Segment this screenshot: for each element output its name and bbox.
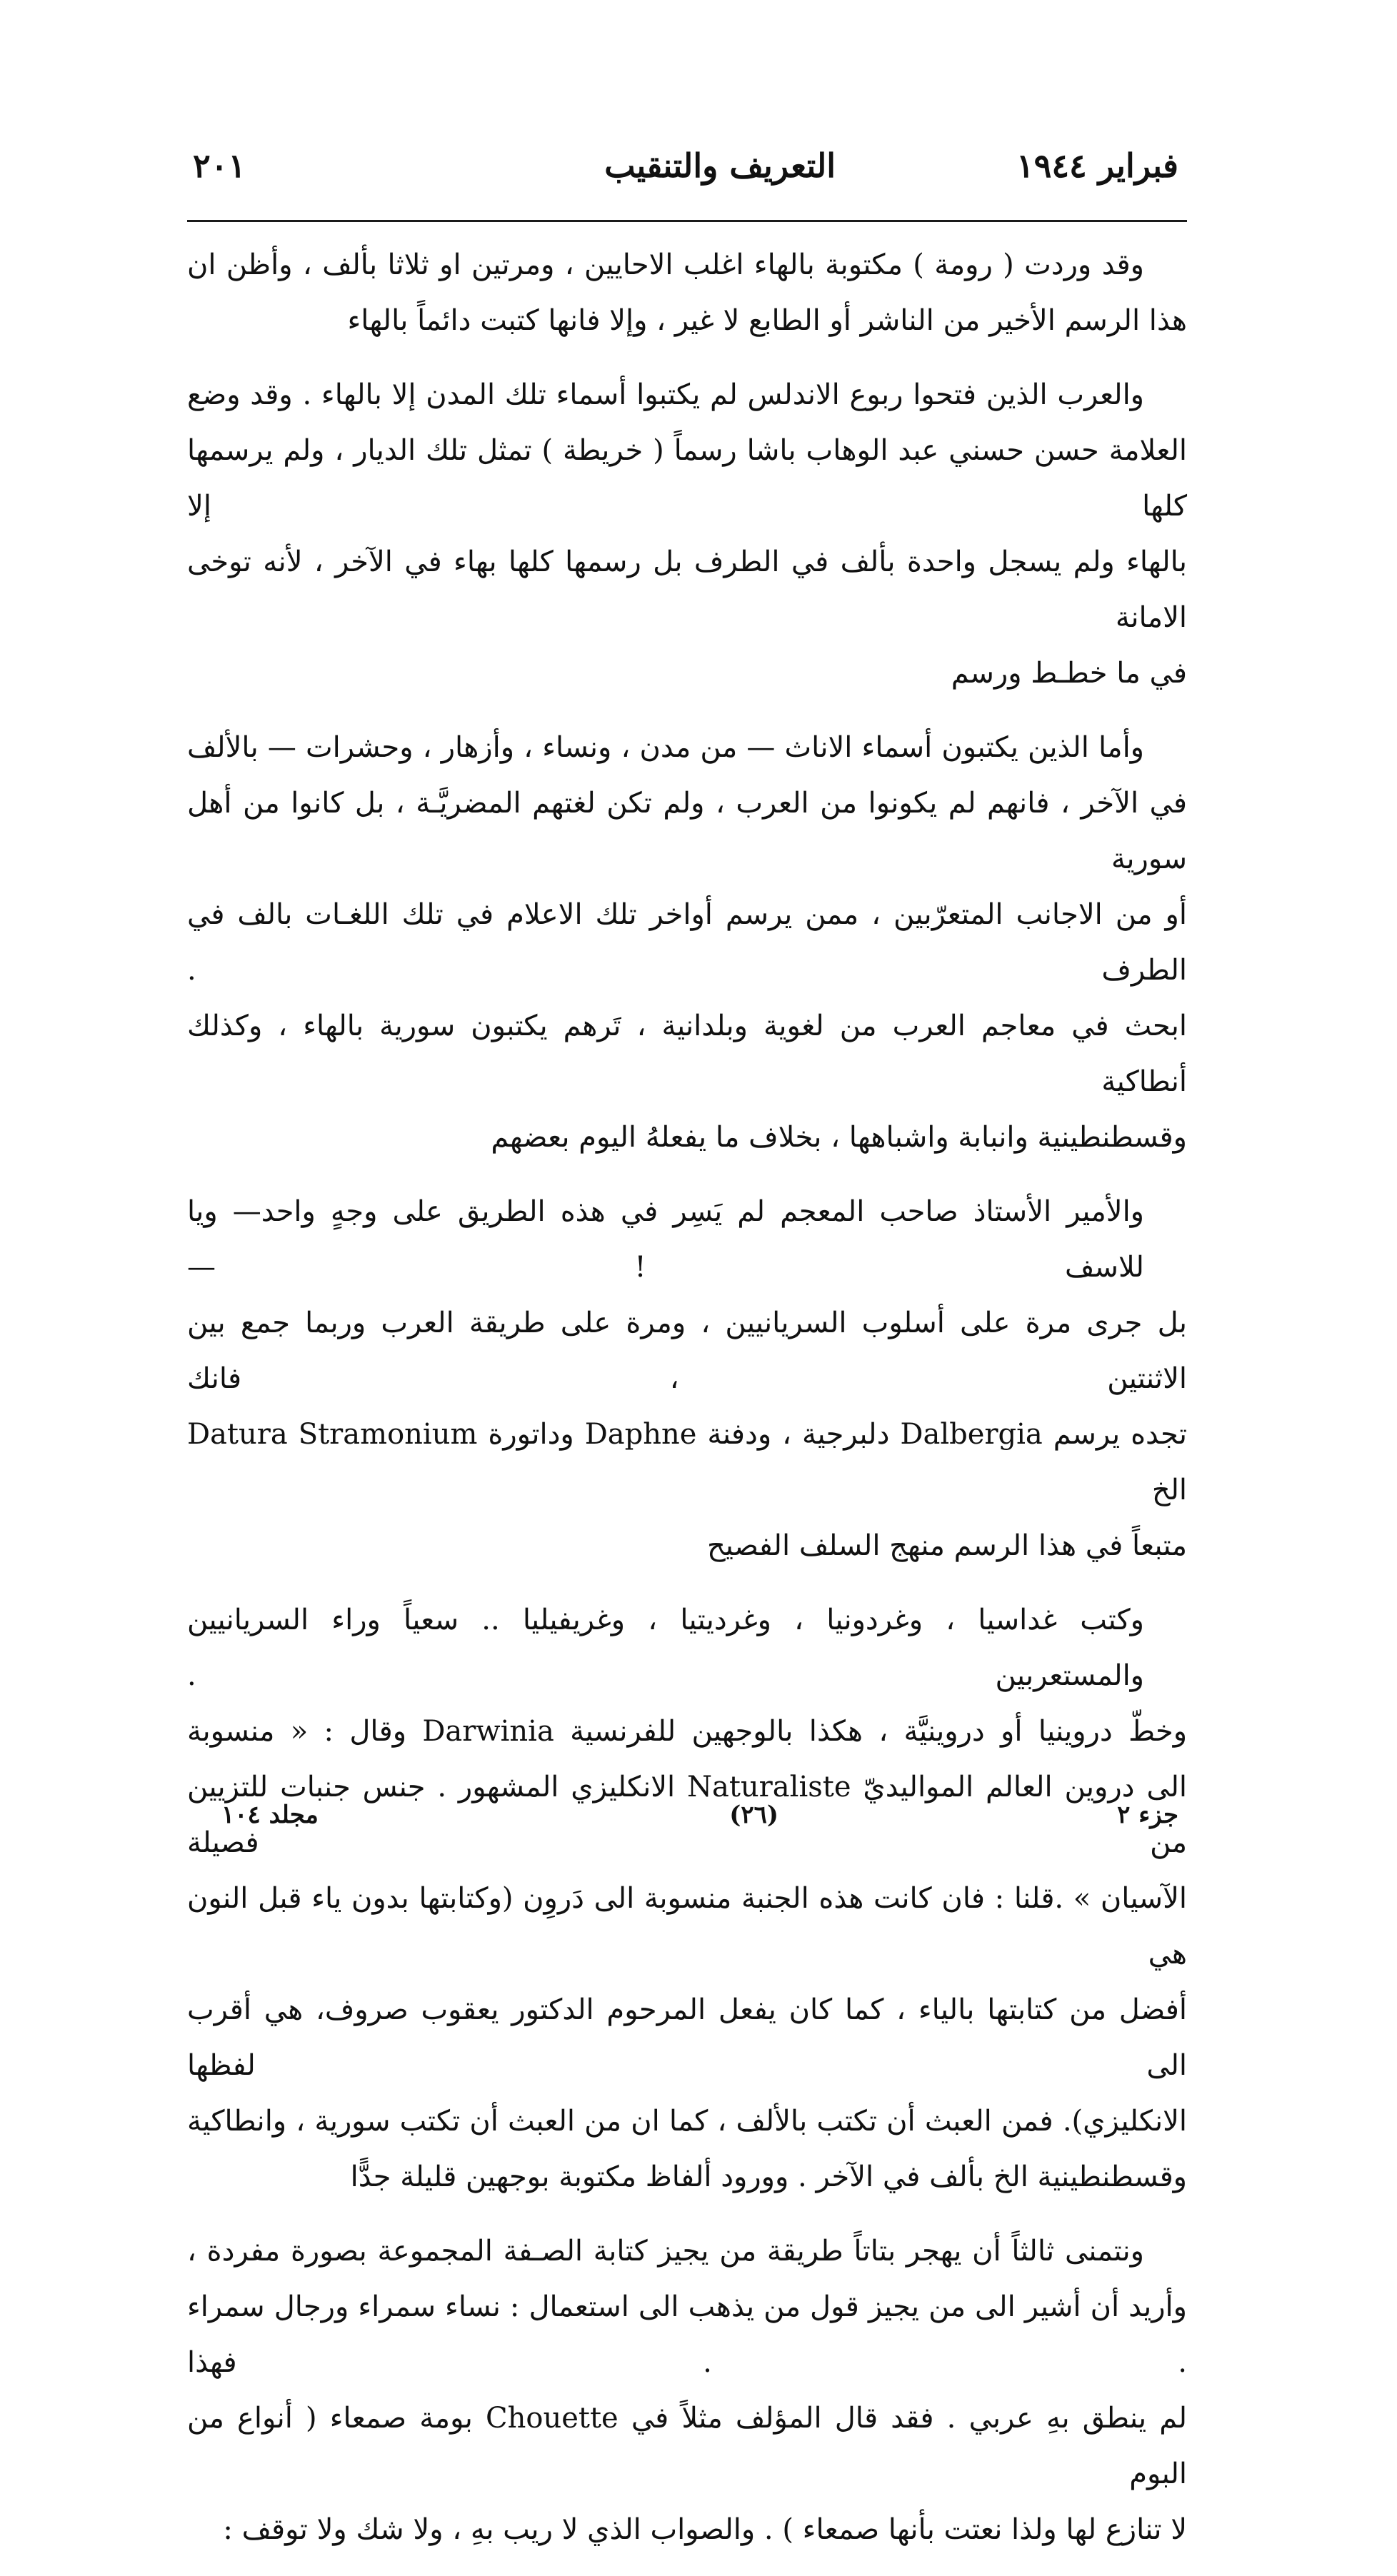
text-line: وقسطنطينية الخ بألف في الآخر . وورود ألفاظ مكتوبة بوجهين قليلة جدًّا — [350, 2160, 1187, 2193]
text-line: الآسيان » .قلنا : فان كانت هذه الجنبة منسوبة الى دَروِن (وكتابتها بدون ياء قبل النون هي — [187, 1882, 1187, 1971]
text-line: أفضل من كتابتها بالياء ، كما كان يفعل المرحوم الدكتور يعقوب صروف، هي أقرب الى لفظها — [187, 1993, 1188, 2082]
footer-volume: مجلد ١٠٤ — [221, 1801, 319, 1829]
text-line: في الآخر ، فانهم لم يكونوا من العرب ، ولم تكن لغتهم المضريَّـة ، بل كانوا من أهل سورية — [187, 787, 1187, 875]
paragraph — [187, 1184, 1187, 1574]
header-rule — [187, 220, 1187, 222]
text-line: في ما خطـط ورسم — [951, 657, 1187, 690]
text-line: وقد وردت ( رومة ) مكتوبة بالهاء اغلب الاحايين ، ومرتين او ثلاثا بألف ، وأظن ان — [187, 248, 1144, 281]
running-footer — [221, 1801, 1178, 1843]
header-title: التعريف والتنقيب — [604, 146, 836, 185]
text-line: بالهاء ولم يسجل واحدة بألف في الطرف بل رسمها كلها بهاء في الآخر ، لأنه توخى الامانة — [187, 545, 1187, 634]
header-date: فبراير ١٩٤٤ — [1016, 146, 1178, 185]
paragraph — [187, 367, 1187, 701]
text-line: والأمير الأستاذ صاحب المعجم لم يَسِر في هذه الطريق على وجهٍ واحد— ويا للاسف ! — — [187, 1195, 1144, 1284]
text-line: العلامة حسن حسني عبد الوهاب باشا رسماً ( خريطة ) تمثل تلك الديار ، ولم يرسمها كلها إلا — [187, 434, 1187, 523]
text-line: وأما الذين يكتبون أسماء الاناث — من مدن ، ونساء ، وأزهار ، وحشرات — بالألف — [187, 731, 1144, 764]
running-header — [193, 146, 1178, 203]
text-line: وخطّ دروينيا أو دروينيَّة ، هكذا بالوجهين للفرنسية Darwinia وقال : « منسوبة — [187, 1715, 1188, 1748]
text-line: الانكليزي). فمن العبث أن تكتب بالألف ، كما ان من العبث أن تكتب سورية ، وانطاكية — [187, 2105, 1187, 2138]
article-body — [187, 237, 1187, 2576]
footer-signature: (٢٦) — [729, 1801, 778, 1829]
text-line: لم ينطق بهِ عربي . فقد قال المؤلف مثلاً في Chouette بومة صمعاء ( أنواع من البوم — [187, 2402, 1188, 2490]
text-line: متبعاً في هذا الرسم منهج السلف الفصيح — [706, 1529, 1187, 1562]
text-line: ونتمنى ثالثاً أن يهجر بتاتاً طريقة من يجيز كتابة الصـفة المجموعة بصورة مفردة ، — [187, 2235, 1144, 2268]
paragraph — [187, 2223, 1187, 2557]
text-line: هذا الرسم الأخير من الناشر أو الطابع لا غير ، وإلا فانها كتبت دائماً بالهاء — [347, 304, 1187, 337]
text-line: وأريد أن أشير الى من يجيز قول من يذهب الى استعمال : نساء سمراء ورجال سمراء . . فهذا — [187, 2290, 1187, 2379]
text-line: والعرب الذين فتحوا ربوع الاندلس لم يكتبوا أسماء تلك المدن إلا بالهاء . وقد وضع — [187, 378, 1144, 411]
page-number: ٢٠١ — [193, 146, 246, 185]
footer-part: جزء ٢ — [1117, 1801, 1178, 1829]
text-line: ابحث في معاجم العرب من لغوية وبلدانية ، تَرهم يكتبون سورية بالهاء ، وكذلك أنطاكية — [187, 1010, 1187, 1098]
text-line: وكتب غداسيا ، وغردونيا ، وغرديتيا ، وغريفيليا .. سعياً وراء السريانيين والمستعربين . — [187, 1604, 1144, 1692]
paragraph — [187, 720, 1187, 1165]
text-line: وقسطنطينية وانبابة واشباهها ، بخلاف ما يفعلهُ اليوم بعضهم — [491, 1121, 1187, 1154]
text-line: لا تنازع لها ولذا نعتت بأنها صمعاء ) . والصواب الذي لا ريب بهِ ، ولا شك ولا توقف : — [223, 2513, 1187, 2546]
text-line: تجده يرسم Dalbergia دلبرجية ، ودفنة Daphne وداتورة Datura Stramonium الخ — [187, 1418, 1187, 1506]
paragraph — [187, 237, 1187, 348]
paragraph — [187, 1592, 1187, 2205]
text-line: أو من الاجانب المتعرّبين ، ممن يرسم أواخر تلك الاعلام في تلك اللغـات بالف في الطرف . — [187, 898, 1187, 987]
text-line: الى دروين العالم المواليديّ Naturaliste الانكليزي المشهور . جنس جنبات للتزيين من فصيلة — [187, 1771, 1187, 1859]
text-line: بل جرى مرة على أسلوب السريانيين ، ومرة على طريقة العرب وربما جمع بين الاثنتين ، فانك — [187, 1307, 1187, 1395]
